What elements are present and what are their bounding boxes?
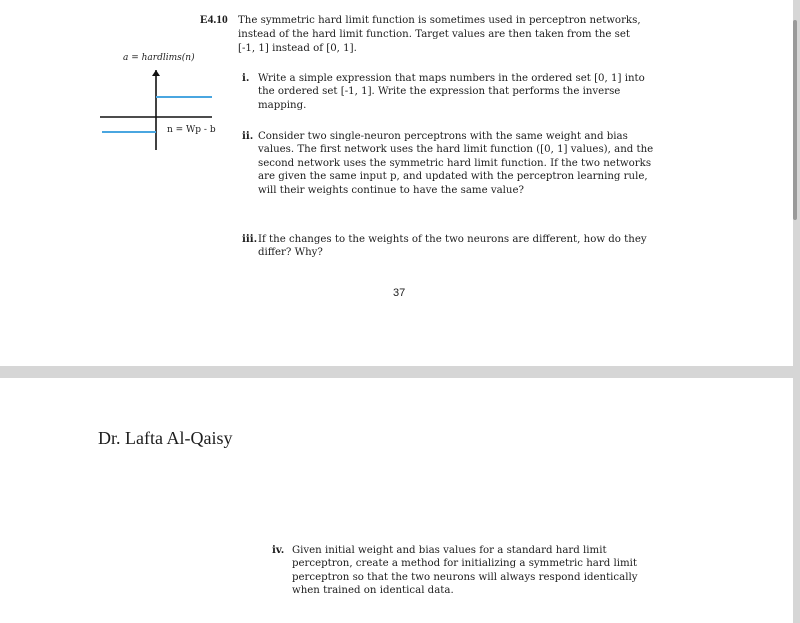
exercise-item-i	[242, 72, 658, 112]
exercise-label: E4.10	[200, 14, 228, 26]
item-number: iii.	[242, 233, 258, 245]
item-text: Consider two single-neuron perceptrons with the same weight and bias values. The first network uses the hard limit function ([0, 1] values), and the second network uses the symmetric hard limit function. If the two networks are given the same input p, and updated with the perceptron learning rule, will their weights continue to have the same value?	[258, 131, 654, 196]
item-number: ii.	[242, 130, 254, 142]
figure-axis-label: n = Wp - b	[167, 125, 216, 135]
item-number: i.	[242, 72, 250, 84]
exercise-item-ii	[242, 130, 658, 197]
page-number: 37	[393, 287, 406, 299]
author-header: Dr. Lafta Al-Qaisy	[98, 428, 233, 448]
item-text: Given initial weight and bias values for a standard hard limit perceptron, create a method for initializing a symmetric hard limit perceptron so that the two neurons will always respond identically when trained on identical data.	[292, 545, 638, 597]
vertical-axis-arrow	[152, 70, 160, 76]
figure-output-label: a = hardlims(n)	[123, 53, 195, 63]
scrollbar[interactable]	[793, 20, 797, 220]
item-number: iv.	[272, 544, 285, 556]
exercise-text: The symmetric hard limit function is sometimes used in perceptron networks, instead of the hard limit function. Target values are then taken from the set [-1, 1] instead of [0, 1].	[238, 15, 641, 54]
document-page-2	[0, 378, 793, 623]
item-text: Write a simple expression that maps numbers in the ordered set [0, 1] into the ordered set [-1, 1]. Write the expression that performs the inverse mapping.	[258, 73, 645, 111]
hardlims-graph	[100, 70, 215, 150]
exercise-item-iii	[242, 233, 658, 260]
exercise-item-iv	[272, 544, 662, 598]
item-text: If the changes to the weights of the two neurons are different, how do they differ? Why?	[258, 234, 647, 259]
